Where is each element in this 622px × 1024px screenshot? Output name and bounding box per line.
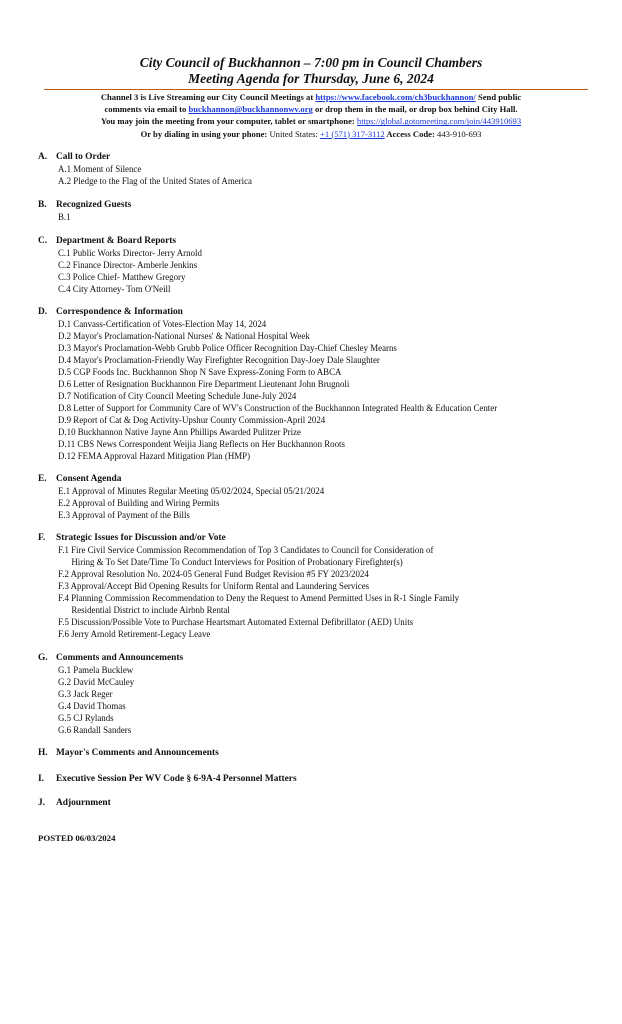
agenda-item: F.2 Approval Resolution No. 2024-05 General Fund Budget Revision #5 FY 2023/2024 (58, 569, 369, 579)
section-letter: H. (38, 748, 48, 758)
agenda-item: E.2 Approval of Building and Wiring Permits (58, 498, 220, 508)
section-e-items (58, 485, 324, 521)
section-b-items (58, 211, 71, 223)
agenda-item: G.2 David McCauley (58, 677, 135, 687)
section-letter: G. (38, 653, 48, 663)
agenda-item: B.1 (58, 212, 71, 222)
section-title: Correspondence & Information (56, 307, 183, 317)
agenda-item: C.3 Police Chief- Matthew Gregory (58, 272, 186, 282)
notice-text: Channel 3 is Live Streaming our City Council Meetings at (100, 92, 316, 102)
facebook-link[interactable]: https://www.facebook.com/ch3buckhannon/ (315, 92, 476, 102)
section-c (38, 235, 176, 247)
section-letter: C. (38, 236, 48, 246)
section-h (38, 747, 219, 759)
agenda-item: Residential District to include Airbnb Rental (58, 605, 230, 615)
agenda-item: D.4 Mayor's Proclamation-Friendly Way Firefighter Recognition Day-Joey Dale Slaughter (58, 355, 380, 365)
section-title: Strategic Issues for Discussion and/or Vote (56, 533, 226, 543)
agenda-item: A.2 Pledge to the Flag of the United States of America (58, 176, 252, 186)
section-letter: E. (38, 474, 47, 484)
section-f-items (58, 544, 459, 640)
agenda-item: D.7 Notification of City Council Meeting Schedule June-July 2024 (58, 391, 297, 401)
section-letter: D. (38, 307, 48, 317)
notice-text: Send public (475, 92, 522, 102)
agenda-item: Hiring & To Set Date/Time To Conduct Interviews for Position of Probationary Firefighter(s) (58, 557, 403, 567)
notice-text: comments via email to (104, 104, 189, 115)
notice-text: You may join the meeting from your computer, tablet or smartphone: (100, 116, 357, 127)
agenda-item: G.5 CJ Rylands (58, 713, 114, 723)
agenda-item: G.3 Jack Reger (58, 689, 113, 699)
section-d (38, 306, 183, 318)
agenda-item: C.4 City Attorney- Tom O'Neill (58, 284, 171, 294)
agenda-item: A.1 Moment of Silence (58, 164, 142, 174)
agenda-item: D.12 FEMA Approval Hazard Mitigation Plan (HMP) (58, 451, 251, 461)
section-title: Executive Session Per WV Code § 6-9A-4 Personnel Matters (56, 774, 297, 784)
section-g (38, 652, 183, 664)
section-title: Call to Order (56, 152, 111, 162)
notice-text: United States: (269, 128, 321, 139)
agenda-item: F.6 Jerry Arnold Retirement-Legacy Leave (58, 629, 211, 639)
gotomeeting-link[interactable]: https://global.gotomeeting.com/join/443910693 (356, 116, 522, 127)
section-a-items (58, 163, 252, 187)
agenda-item: C.2 Finance Director- Amberle Jenkins (58, 260, 198, 270)
agenda-item: E.1 Approval of Minutes Regular Meeting 05/02/2024, Special 05/21/2024 (58, 486, 325, 496)
section-e (38, 473, 121, 485)
agenda-item: D.3 Mayor's Proclamation-Webb Grubb Police Officer Recognition Day-Chief Chesley Mearns (58, 343, 397, 353)
notice-text: Or by dialing in using your phone: (140, 128, 270, 139)
agenda-item: F.5 Discussion/Possible Vote to Purchase Heartsmart Automated External Defibrillator (AED) Units (58, 617, 414, 627)
agenda-item: D.9 Report of Cat & Dog Activity-Upshur County Commission-April 2024 (58, 415, 326, 425)
email-link[interactable]: buckhannon@buckhannonwv.org (188, 104, 313, 115)
section-c-items (58, 247, 202, 295)
posted-date: POSTED 06/03/2024 (38, 833, 116, 843)
agenda-item: F.1 Fire Civil Service Commission Recommendation of Top 3 Candidates to Council for Consideration of (58, 545, 434, 555)
notice-text: Access Code: (384, 128, 438, 139)
agenda-item: D.8 Letter of Support for Community Care of WV's Construction of the Buckhannon Integrated Health & Education Center (58, 403, 498, 413)
section-title: Mayor's Comments and Announcements (56, 748, 219, 758)
section-title: Comments and Announcements (56, 653, 184, 663)
agenda-item: G.4 David Thomas (58, 701, 126, 711)
agenda-item: F.4 Planning Commission Recommendation to Deny the Request to Amend Permitted Uses in R-1 Single Family (58, 593, 460, 603)
agenda-item: D.5 CGP Foods Inc. Buckhannon Shop N Save Express-Zoning Form to ABCA (58, 367, 342, 377)
section-title: Recognized Guests (56, 200, 132, 210)
section-letter: J. (38, 798, 46, 808)
section-j (38, 797, 111, 809)
agenda-item: D.10 Buckhannon Native Jayne Ann Phillips Awarded Pulitzer Prize (58, 427, 301, 437)
section-letter: I. (38, 774, 44, 784)
agenda-item: F.3 Approval/Accept Bid Opening Results for Uniform Rental and Laundering Services (58, 581, 370, 591)
streaming-notice (30, 91, 592, 140)
section-a (38, 151, 110, 163)
section-title: Consent Agenda (56, 474, 122, 484)
phone-link[interactable]: +1 (571) 317-3112 (320, 128, 385, 139)
section-title: Adjournment (56, 798, 111, 808)
access-code: 443-910-693 (437, 128, 482, 139)
agenda-item: G.6 Randall Sanders (58, 725, 132, 735)
section-g-items (58, 664, 134, 736)
section-d-items (58, 318, 497, 462)
agenda-item: D.6 Letter of Resignation Buckhannon Fire Department Lieutenant John Brugnoli (58, 379, 350, 389)
section-b (38, 199, 131, 211)
page-title: City Council of Buckhannon – 7:00 pm in Council Chambers (139, 55, 483, 70)
section-letter: F. (38, 533, 46, 543)
agenda-item: G.1 Pamela Bucklew (58, 665, 134, 675)
section-title: Department & Board Reports (56, 236, 177, 246)
section-i (38, 773, 297, 785)
agenda-item: D.1 Canvass-Certification of Votes-Election May 14, 2024 (58, 319, 267, 329)
agenda-item: D.2 Mayor's Proclamation-National Nurses' & National Hospital Week (58, 331, 310, 341)
notice-text: or drop them in the mail, or drop box behind City Hall. (312, 104, 518, 115)
agenda-item: E.3 Approval of Payment of the Bills (58, 510, 190, 520)
section-letter: A. (38, 152, 48, 162)
section-letter: B. (38, 200, 47, 210)
agenda-item: D.11 CBS News Correspondent Weijia Jiang Reflects on Her Buckhannon Roots (58, 439, 345, 449)
agenda-item: C.1 Public Works Director- Jerry Arnold (58, 248, 202, 258)
section-f (38, 532, 226, 544)
header-divider (44, 89, 588, 90)
page-subtitle: Meeting Agenda for Thursday, June 6, 2024 (188, 71, 434, 86)
